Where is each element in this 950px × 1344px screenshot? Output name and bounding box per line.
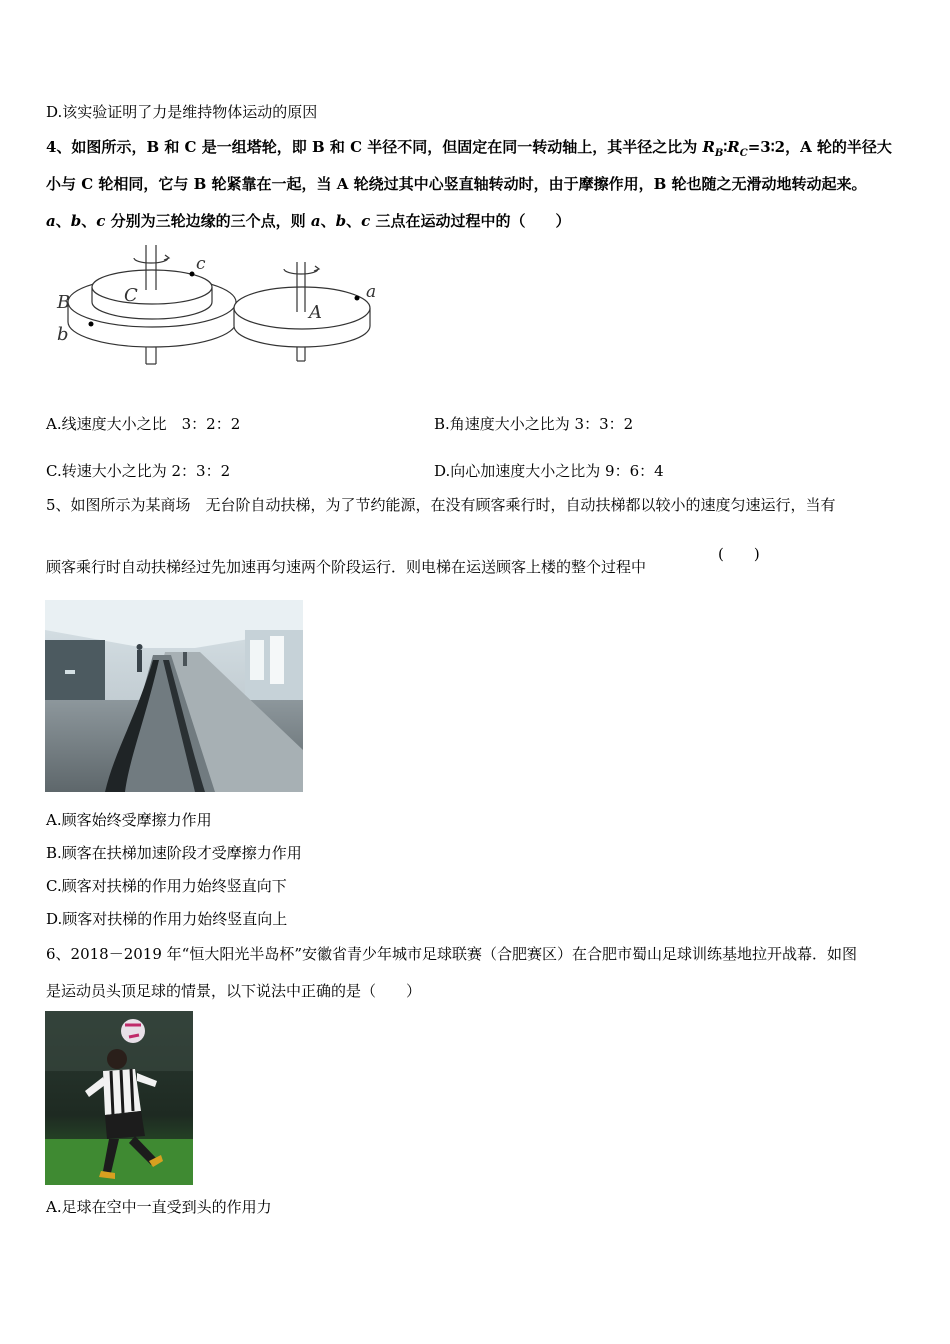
q4-stem-line1-pre: 4、如图所示，B 和 C 是一组塔轮，即 B 和 C 半径不同，但固定在同一转动轴上，其半径之比为 — [46, 138, 703, 156]
label-B: B — [57, 292, 71, 313]
separator: 、 — [81, 212, 97, 230]
football-header-photo — [45, 1011, 193, 1185]
q6-option-a: A.足球在空中一直受到头的作用力 — [46, 1198, 272, 1216]
pulley-wheels-figure — [46, 240, 396, 375]
rc-symbol: R — [727, 138, 740, 156]
q5-option-c: C.顾客对扶梯的作用力始终竖直向下 — [46, 877, 287, 895]
separator: 、 — [346, 212, 362, 230]
q5-stem-line1: 5、如图所示为某商场 无台阶自动扶梯，为了节约能源，在没有顾客乘行时，自动扶梯都以较小的速度匀速运行，当有 — [46, 496, 836, 514]
ratio-colon: ∶ — [723, 138, 728, 156]
label-b: b — [57, 324, 69, 345]
point-b-marker — [89, 322, 94, 327]
q5-answer-paren: ( ) — [718, 545, 760, 563]
moving-walkway-photo — [45, 600, 303, 792]
q5-option-b: B.顾客在扶梯加速阶段才受摩擦力作用 — [46, 844, 302, 862]
point-c-marker — [190, 272, 195, 277]
q3-option-d: D.该实验证明了力是维持物体运动的原因 — [46, 103, 318, 121]
label-c: c — [196, 254, 206, 274]
point-a: a — [310, 212, 321, 230]
q4-stem-line2: 小与 C 轮相同，它与 B 轮紧靠在一起，当 A 轮绕过其中心竖直轴转动时，由于摩擦作用，B 轮也随之无滑动地转动起来。 — [46, 175, 867, 193]
q5-stem-line2: 顾客乘行时自动扶梯经过先加速再匀速两个阶段运行．则电梯在运送顾客上楼的整个过程中 — [46, 558, 647, 576]
point-c: c — [361, 212, 371, 230]
point-a-marker — [355, 296, 360, 301]
separator: 、 — [55, 212, 71, 230]
label-C: C — [124, 285, 138, 306]
point-b: b — [70, 212, 82, 230]
point-b: b — [335, 212, 347, 230]
q4-stem-line3-end: 三点在运动过程中的（ ） — [370, 212, 571, 230]
q4-option-c: C.转速大小之比为 2：3：2 — [46, 462, 231, 480]
q4-stem-line1-post: =3∶2，A 轮的半径大 — [747, 138, 892, 156]
rb-subscript: B — [714, 148, 724, 159]
point-a: a — [46, 212, 56, 230]
q4-option-d: D.向心加速度大小之比为 9：6：4 — [434, 462, 664, 480]
point-c: c — [96, 212, 106, 230]
q6-stem-line1: 6、2018－2019 年“恒大阳光半岛杯”安徽省青少年城市足球联赛（合肥赛区）在合肥市蜀山足球训练基地拉开战幕．如图 — [46, 945, 858, 963]
rb-symbol: R — [702, 138, 715, 156]
separator: 、 — [320, 212, 336, 230]
q5-option-a: A.顾客始终受摩擦力作用 — [46, 811, 212, 829]
q6-stem-line2: 是运动员头顶足球的情景，以下说法中正确的是（ ） — [46, 982, 422, 1000]
q4-stem-line1 — [46, 137, 892, 164]
q4-stem-line3 — [46, 211, 571, 231]
q4-option-a: A.线速度大小之比 3：2：2 — [46, 415, 241, 433]
q4-stem-line3-mid: 分别为三轮边缘的三个点，则 — [105, 212, 311, 230]
q4-option-b: B.角速度大小之比为 3：3：2 — [434, 415, 634, 433]
q5-option-d: D.顾客对扶梯的作用力始终竖直向上 — [46, 910, 288, 928]
rc-subscript: C — [739, 148, 748, 159]
label-A: A — [309, 302, 322, 323]
label-a: a — [366, 282, 377, 302]
